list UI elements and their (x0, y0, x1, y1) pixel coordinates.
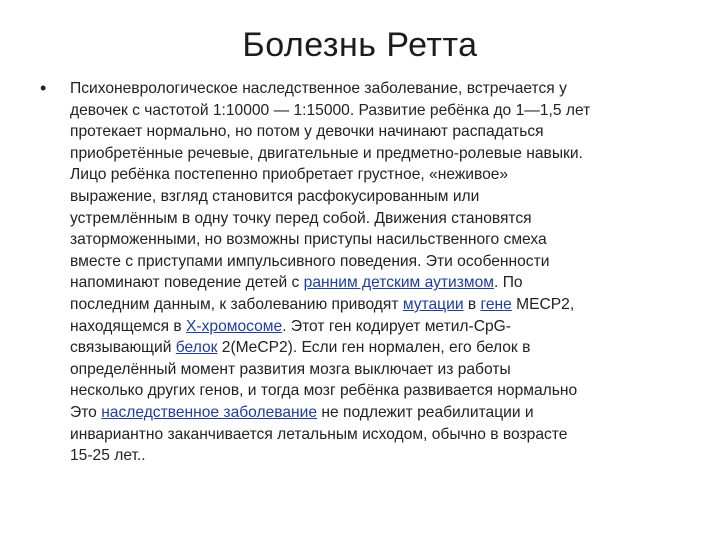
text-run: вместе с приступами импульсивного поведения. Эти особенности (70, 252, 550, 270)
text-line (70, 78, 690, 100)
text-run: не подлежит реабилитации и (317, 403, 534, 421)
text-line (70, 402, 690, 424)
text-line (70, 164, 690, 186)
text-line (70, 424, 690, 446)
text-line (70, 316, 690, 338)
text-run: приобретённые речевые, двигательные и предметно-ролевые навыки. (70, 144, 583, 162)
text-run: Это (70, 403, 102, 421)
bullet-icon: • (40, 78, 47, 98)
text-line (70, 272, 690, 294)
text-run: выражение, взгляд становится расфокусированным или (70, 187, 480, 205)
text-run: девочек с частотой 1:10000 — 1:15000. Развитие ребёнка до 1—1,5 лет (70, 101, 591, 119)
slide-body-text (70, 78, 690, 467)
text-line (70, 445, 690, 467)
text-line (70, 186, 690, 208)
text-run: устремлённым в одну точку перед собой. Движения становятся (70, 209, 532, 227)
text-line (70, 251, 690, 273)
text-line (70, 208, 690, 230)
text-run: напоминают поведение детей с (70, 274, 304, 292)
text-line (70, 294, 690, 316)
text-run: . Этот ген кодирует метил-CpG- (282, 317, 511, 335)
text-run: определённый момент развития мозга выключает из работы (70, 360, 511, 378)
text-run: MECP2, (511, 295, 575, 313)
text-run: в (463, 295, 481, 313)
text-run: 15-25 лет.. (70, 447, 146, 465)
text-run: 2(MeCP2). Если ген нормален, его белок в (217, 339, 531, 357)
text-link[interactable]: белок (175, 339, 218, 357)
text-run: . По (494, 274, 523, 292)
text-link[interactable]: мутации (402, 295, 464, 313)
text-run: находящемся в (70, 317, 187, 335)
text-run: связывающий (70, 339, 176, 357)
slide-title: Болезнь Ретта (242, 26, 478, 64)
text-run: заторможенными, но возможны приступы насильственного смеха (70, 231, 547, 249)
text-line (70, 100, 690, 122)
text-line (70, 229, 690, 251)
text-run: последним данным, к заболеванию приводят (70, 295, 403, 313)
text-line (70, 121, 690, 143)
text-link[interactable]: гене (480, 295, 512, 313)
text-run: Психоневрологическое наследственное заболевание, встречается у (70, 80, 567, 97)
text-run: Лицо ребёнка постепенно приобретает грустное, «неживое» (70, 166, 509, 184)
text-link[interactable]: Х-хромосоме (186, 317, 283, 335)
text-link[interactable]: наследственное заболевание (101, 403, 318, 421)
text-line (70, 143, 690, 165)
text-line (70, 359, 690, 381)
text-line (70, 337, 690, 359)
text-run: протекает нормально, но потом у девочки начинают распадаться (70, 123, 544, 141)
text-line (70, 380, 690, 402)
text-link[interactable]: ранним детским аутизмом (303, 274, 495, 292)
text-run: несколько других генов, и тогда мозг ребёнка развивается нормально (70, 382, 578, 400)
text-run: инвариантно заканчивается летальным исходом, обычно в возрасте (70, 425, 568, 443)
